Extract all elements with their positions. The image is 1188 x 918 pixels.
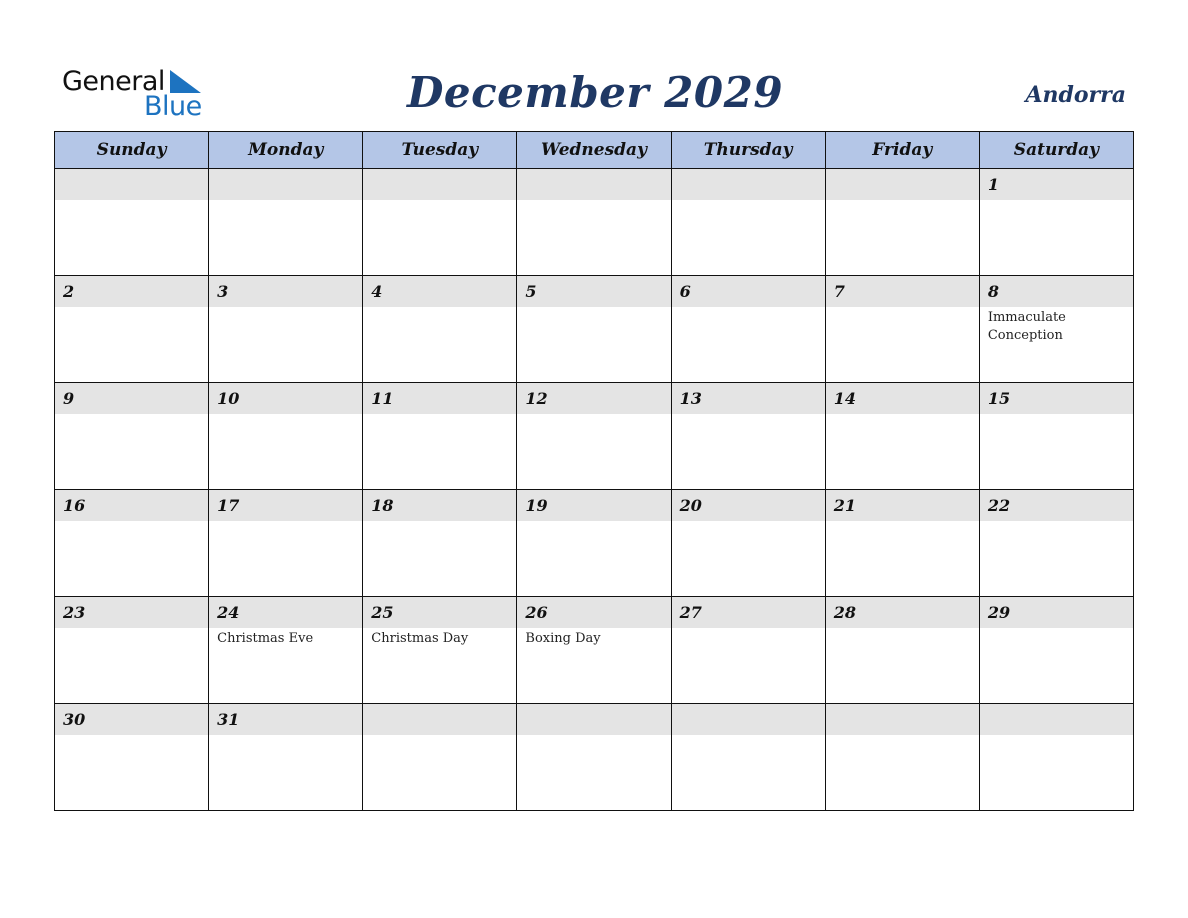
day-number: 4 — [371, 282, 383, 301]
day-number: 10 — [217, 389, 240, 408]
holiday-label — [517, 735, 670, 737]
day-number-band — [209, 383, 362, 414]
day-number: 25 — [371, 603, 394, 622]
day-cell — [671, 704, 825, 811]
holiday-label — [517, 200, 670, 202]
day-cell — [825, 276, 979, 383]
holiday-label — [980, 735, 1133, 737]
day-number-band — [209, 597, 362, 628]
holiday-label — [363, 414, 516, 416]
day-number: 19 — [525, 496, 548, 515]
day-number-band — [826, 276, 979, 307]
day-number: 21 — [833, 496, 856, 515]
day-number-band — [980, 704, 1133, 735]
day-number-band — [826, 169, 979, 200]
country-label: Andorra — [1025, 82, 1126, 108]
day-number-band — [517, 597, 670, 628]
day-number: 31 — [217, 710, 240, 729]
day-cell — [209, 383, 363, 490]
weekday-wednesday: Wednesday — [517, 132, 671, 169]
day-cell — [209, 169, 363, 276]
day-cell — [209, 704, 363, 811]
holiday-label — [517, 307, 670, 309]
day-number-band — [363, 490, 516, 521]
day-cell — [825, 704, 979, 811]
day-number: 5 — [525, 282, 537, 301]
holiday-label — [363, 200, 516, 202]
day-cell — [363, 276, 517, 383]
day-number: 20 — [679, 496, 702, 515]
day-number: 13 — [679, 389, 702, 408]
holiday-label — [826, 521, 979, 523]
page-title: December 2029 — [406, 68, 784, 117]
day-cell — [363, 490, 517, 597]
day-number-band — [672, 704, 825, 735]
day-cell — [671, 169, 825, 276]
week-row — [55, 276, 1134, 383]
holiday-label — [209, 307, 362, 309]
day-cell — [209, 597, 363, 704]
holiday-label — [672, 735, 825, 737]
day-number-band — [363, 597, 516, 628]
day-cell — [671, 490, 825, 597]
holiday-label — [517, 521, 670, 523]
day-number: 17 — [217, 496, 240, 515]
day-number: 8 — [987, 282, 999, 301]
weekday-thursday: Thursday — [671, 132, 825, 169]
day-number-band — [517, 383, 670, 414]
holiday-label — [55, 414, 208, 416]
day-number: 9 — [63, 389, 75, 408]
holiday-label — [363, 307, 516, 309]
day-cell — [517, 704, 671, 811]
day-number-band — [209, 276, 362, 307]
day-number-band — [980, 169, 1133, 200]
holiday-label — [672, 414, 825, 416]
weekday-tuesday: Tuesday — [363, 132, 517, 169]
day-number: 26 — [525, 603, 548, 622]
weekday-header-row — [55, 132, 1134, 169]
day-number-band — [980, 383, 1133, 414]
day-number-band — [55, 383, 208, 414]
day-number-band — [55, 169, 208, 200]
month-calendar — [54, 131, 1134, 811]
holiday-label — [980, 521, 1133, 523]
day-number-band — [363, 383, 516, 414]
holiday-label — [55, 307, 208, 309]
holiday-label — [55, 628, 208, 630]
day-number: 23 — [63, 603, 86, 622]
holiday-label — [209, 414, 362, 416]
holiday-label: Boxing Day — [525, 631, 601, 646]
day-cell — [979, 704, 1133, 811]
holiday-label — [363, 521, 516, 523]
day-number-band — [363, 169, 516, 200]
holiday-label — [55, 735, 208, 737]
day-number-band — [980, 276, 1133, 307]
day-cell — [825, 383, 979, 490]
day-cell — [209, 276, 363, 383]
day-cell — [979, 169, 1133, 276]
holiday-label — [826, 735, 979, 737]
day-number: 7 — [833, 282, 845, 301]
day-cell — [55, 276, 209, 383]
day-cell — [979, 490, 1133, 597]
day-number-band — [209, 704, 362, 735]
day-number-band — [672, 490, 825, 521]
day-cell — [55, 704, 209, 811]
day-number-band — [517, 704, 670, 735]
day-number: 16 — [63, 496, 86, 515]
day-number: 3 — [217, 282, 229, 301]
day-number-band — [517, 490, 670, 521]
day-number-band — [363, 704, 516, 735]
holiday-label — [672, 200, 825, 202]
day-cell — [825, 169, 979, 276]
weekday-saturday: Saturday — [979, 132, 1133, 169]
day-cell — [363, 169, 517, 276]
day-cell — [55, 169, 209, 276]
generalblue-logo — [62, 66, 212, 122]
day-number-band — [826, 490, 979, 521]
day-number: 2 — [63, 282, 75, 301]
day-cell — [517, 490, 671, 597]
day-cell — [517, 383, 671, 490]
week-row — [55, 490, 1134, 597]
day-number: 15 — [987, 389, 1011, 408]
holiday-label — [209, 735, 362, 737]
day-cell — [671, 383, 825, 490]
day-cell — [363, 704, 517, 811]
day-number-band — [55, 704, 208, 735]
day-number-band — [517, 276, 670, 307]
day-number-band — [672, 597, 825, 628]
day-number-band — [363, 276, 516, 307]
day-number: 24 — [217, 603, 240, 622]
day-number-band — [209, 169, 362, 200]
holiday-label: Immaculate Conception — [987, 310, 1066, 343]
weekday-sunday: Sunday — [55, 132, 209, 169]
day-number: 27 — [679, 603, 702, 622]
week-row — [55, 383, 1134, 490]
day-cell — [979, 597, 1133, 704]
holiday-label — [826, 414, 979, 416]
weekday-friday: Friday — [825, 132, 979, 169]
day-number: 29 — [987, 603, 1011, 622]
day-number-band — [672, 383, 825, 414]
day-cell — [209, 490, 363, 597]
day-cell — [825, 597, 979, 704]
logo-word-blue: Blue — [144, 91, 202, 122]
holiday-label — [55, 200, 208, 202]
holiday-label — [826, 307, 979, 309]
weekday-monday: Monday — [209, 132, 363, 169]
day-cell — [517, 597, 671, 704]
day-number: 22 — [987, 496, 1011, 515]
day-number: 14 — [833, 389, 856, 408]
day-cell — [517, 276, 671, 383]
holiday-label — [672, 307, 825, 309]
day-cell — [825, 490, 979, 597]
day-cell — [55, 490, 209, 597]
day-number: 28 — [833, 603, 856, 622]
day-number: 6 — [679, 282, 691, 301]
logo-word-general: General — [62, 66, 165, 97]
day-number-band — [672, 169, 825, 200]
holiday-label: Christmas Day — [371, 631, 469, 646]
day-number-band — [517, 169, 670, 200]
day-number: 30 — [63, 710, 86, 729]
holiday-label — [209, 521, 362, 523]
day-cell — [517, 169, 671, 276]
day-number: 11 — [371, 389, 394, 408]
day-cell — [55, 383, 209, 490]
day-number-band — [55, 597, 208, 628]
holiday-label — [55, 521, 208, 523]
day-number-band — [980, 490, 1133, 521]
holiday-label — [672, 628, 825, 630]
day-cell — [671, 276, 825, 383]
day-cell — [979, 383, 1133, 490]
day-number: 12 — [525, 389, 548, 408]
day-number-band — [826, 597, 979, 628]
holiday-label — [672, 521, 825, 523]
day-cell — [671, 597, 825, 704]
day-cell — [363, 597, 517, 704]
week-row — [55, 704, 1134, 811]
holiday-label — [517, 414, 670, 416]
holiday-label — [980, 200, 1133, 202]
day-number-band — [672, 276, 825, 307]
holiday-label — [826, 200, 979, 202]
holiday-label — [363, 735, 516, 737]
holiday-label — [980, 414, 1133, 416]
day-number-band — [980, 597, 1133, 628]
holiday-label: Christmas Eve — [217, 631, 314, 646]
week-row — [55, 169, 1134, 276]
day-number: 1 — [987, 175, 999, 194]
holiday-label — [826, 628, 979, 630]
day-cell — [979, 276, 1133, 383]
holiday-label — [209, 200, 362, 202]
day-cell — [55, 597, 209, 704]
holiday-label — [980, 628, 1133, 630]
day-number-band — [55, 276, 208, 307]
week-row — [55, 597, 1134, 704]
day-number-band — [209, 490, 362, 521]
day-number-band — [826, 704, 979, 735]
logo-triangle-icon — [170, 70, 201, 93]
day-number-band — [55, 490, 208, 521]
day-cell — [363, 383, 517, 490]
day-number: 18 — [371, 496, 394, 515]
day-number-band — [826, 383, 979, 414]
